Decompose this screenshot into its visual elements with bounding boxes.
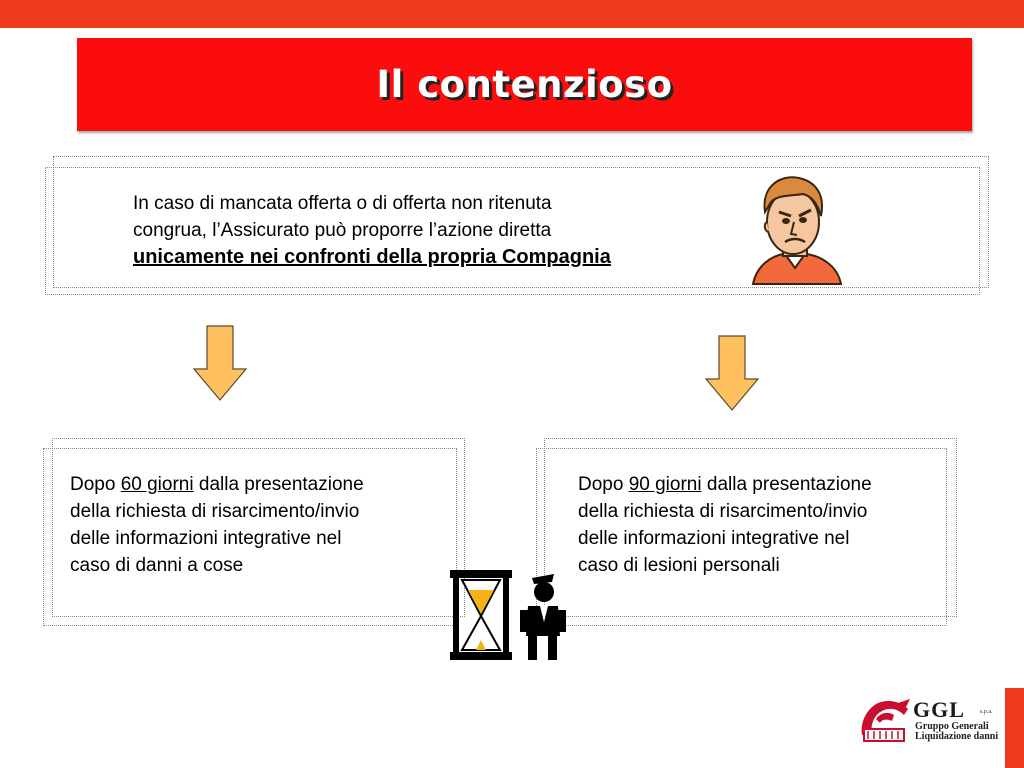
right-box (545, 449, 946, 616)
top-band (0, 0, 1024, 28)
intro-emphasis: unicamente nei confronti della propria Compagnia (133, 246, 611, 268)
hourglass-waiting-clipart (448, 566, 566, 664)
left-line-4: caso di danni a cose (70, 555, 244, 576)
intro-text (133, 190, 611, 271)
title-bar (77, 38, 972, 131)
hourglass-icon (450, 570, 512, 660)
waiting-man-icon (520, 574, 566, 660)
angry-man-icon (745, 172, 845, 290)
logo-suffix: s.p.a. (980, 709, 993, 715)
logo-line-2: Liquidazione danni (915, 731, 999, 742)
right-line1-rest: dalla presentazione (701, 474, 872, 495)
left-box (53, 449, 456, 616)
left-line1-rest: dalla presentazione (193, 474, 364, 495)
left-prefix: Dopo (70, 474, 121, 495)
logo-line-1: Gruppo Generali (915, 721, 989, 732)
left-days: 60 giorni (120, 474, 194, 495)
right-box-text (578, 471, 872, 579)
left-line-2: della richiesta di risarcimento/invio (70, 501, 360, 522)
intro-line-2: congrua, l’Assicurato può proporre l’azione diretta (133, 220, 552, 241)
page-title: Il contenzioso (376, 63, 673, 106)
right-line-2: della richiesta di risarcimento/invio (578, 501, 868, 522)
ggl-logo (858, 693, 1003, 745)
intro-line-1: In caso di mancata offerta o di offerta non ritenuta (133, 193, 552, 214)
left-box-text (70, 471, 364, 579)
left-line-3: delle informazioni integrative nel (70, 528, 342, 549)
arrow-down-icon-left (193, 325, 247, 401)
logo-name: GGL (913, 697, 965, 722)
right-line-4: caso di lesioni personali (578, 555, 780, 576)
right-days: 90 giorni (628, 474, 702, 495)
left-line-1 (70, 471, 364, 498)
right-line-1 (578, 471, 872, 498)
right-prefix: Dopo (578, 474, 629, 495)
right-accent-band (1005, 688, 1024, 768)
right-line-3: delle informazioni integrative nel (578, 528, 850, 549)
arrow-down-icon-right (705, 335, 759, 411)
lion-logo-icon (858, 695, 912, 743)
